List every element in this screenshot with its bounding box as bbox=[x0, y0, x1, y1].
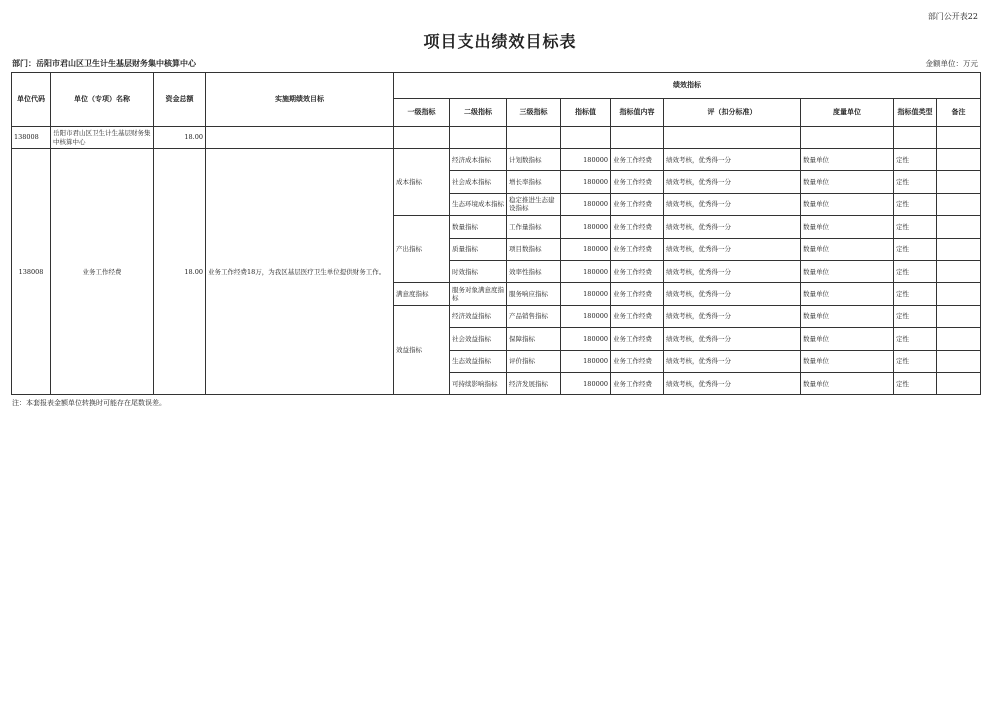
scoring-standard: 绩效考核，优秀得一分 bbox=[664, 305, 801, 327]
value-type: 定性 bbox=[894, 193, 937, 215]
project-code: 138008 bbox=[12, 149, 51, 395]
measure-unit: 数量单位 bbox=[801, 260, 894, 282]
indicator-value-content: 业务工作经费 bbox=[611, 149, 664, 171]
header-performance-indicators: 绩效指标 bbox=[394, 73, 981, 99]
project-amount: 18.00 bbox=[154, 149, 206, 395]
indicator-value-content: 业务工作经费 bbox=[611, 216, 664, 238]
value-type: 定性 bbox=[894, 260, 937, 282]
indicator-value-content: 业务工作经费 bbox=[611, 372, 664, 394]
level3-indicator: 保障指标 bbox=[507, 328, 561, 350]
header-value-content: 指标值内容 bbox=[611, 99, 664, 127]
level2-indicator: 质量指标 bbox=[450, 238, 507, 260]
header-remark: 备注 bbox=[937, 99, 981, 127]
header-level1: 一级指标 bbox=[394, 99, 450, 127]
level2-indicator: 生态环境成本指标 bbox=[450, 193, 507, 215]
remark bbox=[937, 238, 981, 260]
remark bbox=[937, 328, 981, 350]
header-measure-unit: 度量单位 bbox=[801, 99, 894, 127]
remark bbox=[937, 283, 981, 305]
header-total-funds: 资金总额 bbox=[154, 73, 206, 127]
header-value-type: 指标值类型 bbox=[894, 99, 937, 127]
performance-target-table bbox=[11, 72, 981, 395]
measure-unit: 数量单位 bbox=[801, 305, 894, 327]
summary-amount: 18.00 bbox=[154, 127, 206, 149]
measure-unit: 数量单位 bbox=[801, 149, 894, 171]
header-unit-code: 单位代码 bbox=[12, 73, 51, 127]
measure-unit: 数量单位 bbox=[801, 350, 894, 372]
summary-name: 岳阳市君山区卫生计生基层财务集中核算中心 bbox=[51, 127, 154, 149]
level3-indicator: 项目数指标 bbox=[507, 238, 561, 260]
level3-indicator: 稳定推进生态建设指标 bbox=[507, 193, 561, 215]
scoring-standard: 绩效考核，优秀得一分 bbox=[664, 283, 801, 305]
level1-indicator: 产出指标 bbox=[394, 216, 450, 283]
form-number: 部门公开表22 bbox=[927, 12, 978, 21]
scoring-standard: 绩效考核，优秀得一分 bbox=[664, 372, 801, 394]
level2-indicator: 社会成本指标 bbox=[450, 171, 507, 193]
level2-indicator: 社会效益指标 bbox=[450, 328, 507, 350]
indicator-value-content: 业务工作经费 bbox=[611, 305, 664, 327]
indicator-value-content: 业务工作经费 bbox=[611, 283, 664, 305]
value-type: 定性 bbox=[894, 328, 937, 350]
remark bbox=[937, 260, 981, 282]
level2-indicator: 经济成本指标 bbox=[450, 149, 507, 171]
measure-unit: 数量单位 bbox=[801, 238, 894, 260]
amount-unit-label: 金额单位：万元 bbox=[925, 59, 978, 68]
level3-indicator: 评价指标 bbox=[507, 350, 561, 372]
level3-indicator: 经济发展指标 bbox=[507, 372, 561, 394]
indicator-value: 180000 bbox=[561, 171, 611, 193]
remark bbox=[937, 193, 981, 215]
value-type: 定性 bbox=[894, 149, 937, 171]
level3-indicator: 服务响应指标 bbox=[507, 283, 561, 305]
scoring-standard: 绩效考核，优秀得一分 bbox=[664, 193, 801, 215]
indicator-value: 180000 bbox=[561, 149, 611, 171]
scoring-standard: 绩效考核，优秀得一分 bbox=[664, 350, 801, 372]
indicator-row bbox=[12, 149, 981, 171]
level3-indicator: 计划数指标 bbox=[507, 149, 561, 171]
value-type: 定性 bbox=[894, 238, 937, 260]
level2-indicator: 经济效益指标 bbox=[450, 305, 507, 327]
indicator-value: 180000 bbox=[561, 328, 611, 350]
summary-code: 138008 bbox=[12, 127, 51, 149]
header-level3: 三级指标 bbox=[507, 99, 561, 127]
indicator-value-content: 业务工作经费 bbox=[611, 328, 664, 350]
remark bbox=[937, 305, 981, 327]
measure-unit: 数量单位 bbox=[801, 283, 894, 305]
value-type: 定性 bbox=[894, 372, 937, 394]
header-unit-name: 单位（专项）名称 bbox=[51, 73, 154, 127]
remark bbox=[937, 149, 981, 171]
level2-indicator: 生态效益指标 bbox=[450, 350, 507, 372]
indicator-value: 180000 bbox=[561, 216, 611, 238]
indicator-value-content: 业务工作经费 bbox=[611, 350, 664, 372]
footnote: 注：本套报表金额单位转换时可能存在尾数误差。 bbox=[12, 399, 166, 407]
level1-indicator: 成本指标 bbox=[394, 149, 450, 216]
project-goal: 业务工作经费18万，为我区基层医疗卫生单位提供财务工作。 bbox=[206, 149, 394, 395]
measure-unit: 数量单位 bbox=[801, 193, 894, 215]
header-scoring: 评（扣分标准） bbox=[664, 99, 801, 127]
level2-indicator: 时效指标 bbox=[450, 260, 507, 282]
indicator-value: 180000 bbox=[561, 350, 611, 372]
header-level2: 二级指标 bbox=[450, 99, 507, 127]
remark bbox=[937, 350, 981, 372]
value-type: 定性 bbox=[894, 216, 937, 238]
indicator-value: 180000 bbox=[561, 305, 611, 327]
indicator-value-content: 业务工作经费 bbox=[611, 238, 664, 260]
scoring-standard: 绩效考核，优秀得一分 bbox=[664, 216, 801, 238]
level3-indicator: 工作量指标 bbox=[507, 216, 561, 238]
value-type: 定性 bbox=[894, 283, 937, 305]
remark bbox=[937, 216, 981, 238]
level3-indicator: 增长率指标 bbox=[507, 171, 561, 193]
indicator-value-content: 业务工作经费 bbox=[611, 193, 664, 215]
value-type: 定性 bbox=[894, 350, 937, 372]
scoring-standard: 绩效考核，优秀得一分 bbox=[664, 260, 801, 282]
measure-unit: 数量单位 bbox=[801, 216, 894, 238]
level2-indicator: 服务对象满意度指标 bbox=[450, 283, 507, 305]
measure-unit: 数量单位 bbox=[801, 372, 894, 394]
project-name: 业务工作经费 bbox=[51, 149, 154, 395]
level2-indicator: 数量指标 bbox=[450, 216, 507, 238]
indicator-value: 180000 bbox=[561, 260, 611, 282]
indicator-value: 180000 bbox=[561, 238, 611, 260]
measure-unit: 数量单位 bbox=[801, 171, 894, 193]
level2-indicator: 可持续影响指标 bbox=[450, 372, 507, 394]
remark bbox=[937, 372, 981, 394]
scoring-standard: 绩效考核，优秀得一分 bbox=[664, 238, 801, 260]
scoring-standard: 绩效考核，优秀得一分 bbox=[664, 171, 801, 193]
value-type: 定性 bbox=[894, 171, 937, 193]
page-title: 项目支出绩效目标表 bbox=[423, 32, 577, 51]
scoring-standard: 绩效考核，优秀得一分 bbox=[664, 149, 801, 171]
level1-indicator: 满意度指标 bbox=[394, 283, 450, 305]
department-label: 部门：岳阳市君山区卫生计生基层财务集中核算中心 bbox=[12, 58, 196, 68]
indicator-value: 180000 bbox=[561, 193, 611, 215]
header-value: 指标值 bbox=[561, 99, 611, 127]
indicator-value: 180000 bbox=[561, 372, 611, 394]
indicator-value-content: 业务工作经费 bbox=[611, 260, 664, 282]
indicator-value-content: 业务工作经费 bbox=[611, 171, 664, 193]
remark bbox=[937, 171, 981, 193]
header-goal: 实施期绩效目标 bbox=[206, 73, 394, 127]
level3-indicator: 产品销售指标 bbox=[507, 305, 561, 327]
value-type: 定性 bbox=[894, 305, 937, 327]
level3-indicator: 效率性指标 bbox=[507, 260, 561, 282]
indicator-value: 180000 bbox=[561, 283, 611, 305]
level1-indicator: 效益指标 bbox=[394, 305, 450, 395]
measure-unit: 数量单位 bbox=[801, 328, 894, 350]
summary-row bbox=[12, 127, 981, 149]
scoring-standard: 绩效考核，优秀得一分 bbox=[664, 328, 801, 350]
